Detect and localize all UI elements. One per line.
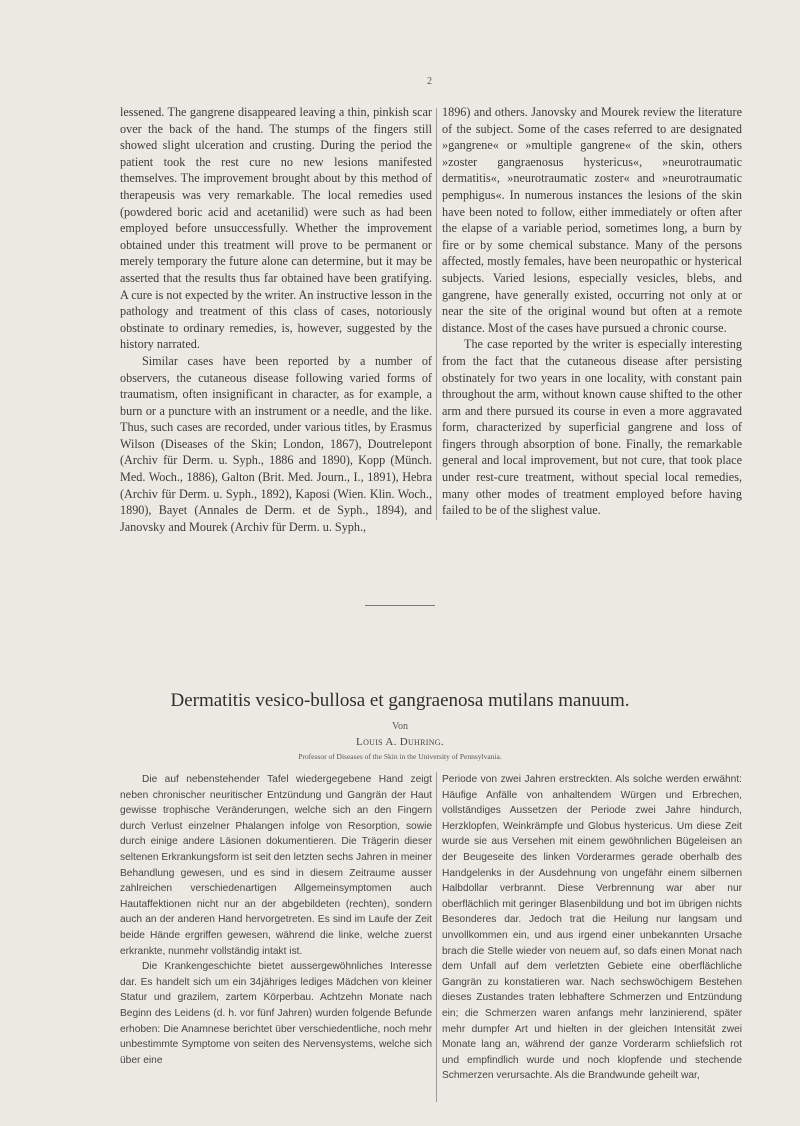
german-text-left-column <box>120 772 432 1068</box>
section-separator-rule <box>365 605 435 606</box>
english-text-right-column <box>442 104 742 519</box>
column-divider <box>436 108 437 520</box>
column-divider <box>436 772 437 1102</box>
german-paragraph: Die Krankengeschichte bietet aussergewöhnliches Interesse dar. Es handelt sich um ein 34jähriges lediges Mädchen von kleiner Statur und grazilem, zartem Körperbau. Achtzehn Monate nach Beginn des Leidens (d. h. vor fünf Jahren) wurden folgende Befunde erhoben: Die Anamnese berichtet über verschiedentliche, noch mehr unbestimmte Symptome von seiten des Nervensystems, welche sich über eine <box>120 961 432 1066</box>
author-affiliation: Professor of Diseases of the Skin in the University of Pennsylvania. <box>298 752 502 761</box>
english-paragraph: 1896) and others. Janovsky and Mourek review the literature of the subject. Some of the cases referred to are designated »gangrene« or »multiple gangrene« of the skin, others »zoster gangraenosus hystericus«, »neurotraumatic dermatitis«, »neurotraumatic zoster« and »neurotraumatic pemphigus«. In numerous instances the lesions of the skin have been noted to follow, either immediately or often after the elapse of a variable period, sometimes long, a burn by fire or by some chemical substance. Many of the persons affected, mostly females, have been neuropathic or hysterical subjects. Varied lesions, especially vesicles, blebs, and gangrene, have generally existed, occurring not only at or near the site of the original wound but often at a remote distance. Most of the cases have pursued a chronic course. <box>442 105 742 335</box>
english-paragraph: lessened. The gangrene disappeared leaving a thin, pinkish scar over the back of the hand. The stumps of the fingers still showed slight ulceration and crusting. During the period the patient took the rest cure no new lesions manifested themselves. The improvement brought about by this method of therapeusis was very remarkable. The local remedies used (powdered boric acid and acetanilid) were such as had been employed before unsuccessfully. Whether the improvement obtained under this treatment will prove to be permanent or merely temporary the future alone can determine, but it may be asserted that the results thus far obtained have been gratifying. A cure is not expected by the writer. An instructive lesson in the pathology and treatment of this class of cases, notoriously obstinate to ordinary remedies, is, however, suggested by the history narrated. <box>120 105 432 352</box>
english-paragraph: Similar cases have been reported by a number of observers, the cutaneous disease following varied forms of traumatism, often insignificant in character, as for example, a burn or a puncture with an instrument or a needle, and the like. Thus, such cases are recorded, under various titles, by Erasmus Wilson (Diseases of the Skin; London, 1867), Doutrelepont (Archiv für Derm. u. Syph., 1886 and 1890), Kopp (Münch. Med. Woch., 1886), Galton (Brit. Med. Journ., I., 1891), Hebra (Archiv für Derm. u. Syph., 1892), Kaposi (Wien. Klin. Woch., 1890), Bayet (Annales de Derm. et de Syph., 1894), and Janovsky and Mourek (Archiv für Derm. u. Syph., <box>120 353 432 534</box>
page-number: 2 <box>427 76 432 87</box>
german-paragraph: Die auf nebenstehender Tafel wiedergegebene Hand zeigt neben chronischer neuritischer Entzündung und Gangrän der Haut gewisse trophische Veränderungen, welche sich an den Fingern durch Verlust einzelner Phalangen infolge von Resorption, sowie durch einige andere Läsionen dokumentieren. Die Trägerin dieser seltenen Erkrankungsform ist seit den letzten sechs Jahren in meiner Behandlung gewesen, und es sind in diesem Zeitraume ausser zahlreichen verschiedenartigen Allgemeinsymptomen auch Hautaffektionen nicht nur an der abgebildeten (rechten), sondern auch an der anderen Hand hervorgetreten. Es sind im Laufe der Zeit beide Hände ergriffen gewesen, während die linke, welche zuerst erkrankte, nunmehr vollständig intakt ist. <box>120 774 432 957</box>
english-text-left-column <box>120 104 432 535</box>
article-title: Dermatitis vesico-bullosa et gangraenosa mutilans manuum. <box>170 690 630 711</box>
german-text-right-column <box>442 772 742 1084</box>
english-paragraph: The case reported by the writer is especially interesting from the fact that the cutaneous disease after persisting obstinately for two years in one locality, with constant pain throughout the arm, without known cause shifted to the other arm and there pursued its course in even a more aggravated form, characterized by superficial gangrene and loss of fingers through absorption of bone. Finally, the remarkable general and local improvement, but not cure, that took place under rest-cure treatment, without special local remedies, many other modes of treatment employed before having failed to be of the slighest value. <box>442 337 742 518</box>
byline-von: Von <box>392 721 408 732</box>
author-name: Louis A. Duhring. <box>356 736 444 748</box>
german-paragraph: Periode von zwei Jahren erstreckten. Als solche werden erwähnt: Häufige Anfälle von anhaltendem Würgen und Erbrechen, vollständiges Aussetzen der Periode zwei Jahre hindurch, Herzklopfen, Weinkrämpfe und Globus hystericus. Um diese Zeit wurde sie aus Versehen mit einem gewöhnlichen Bügeleisen an der Beugeseite des linken Vorderarmes gerade oberhalb des Handgelenks in der Ausdehnung von ungefähr einem silbernen Halbdollar verbrannt. Diese Verbrennung war aber nur oberflächlich mit geringer Blasenbildung und bot im übrigen nichts Besonderes dar. Jedoch trat die Heilung nur langsam und unvollkommen ein, und aus irgend einer unbekannten Ursache brach die Stelle wieder von neuem auf, so dafs einen Monat nach dem Unfall auf dem verletzten Gebiete eine oberflächliche Gangrän zu konstatieren war. Nach sechswöchigem Bestehen dieses Zustandes traten lebhaftere Schmerzen und Entzündung ein; die Schmerzen waren anfangs mehr lanzinierend, später mehr dumpfer Art und hielten in der gleichen Intensität zwei Monate lang an, während der ganze Vorderarm schliefslich rot und empfindlich wurde und noch klopfende und stechende Schmerzen verursachte. Als die Brandwunde geheilt war, <box>442 774 742 1082</box>
